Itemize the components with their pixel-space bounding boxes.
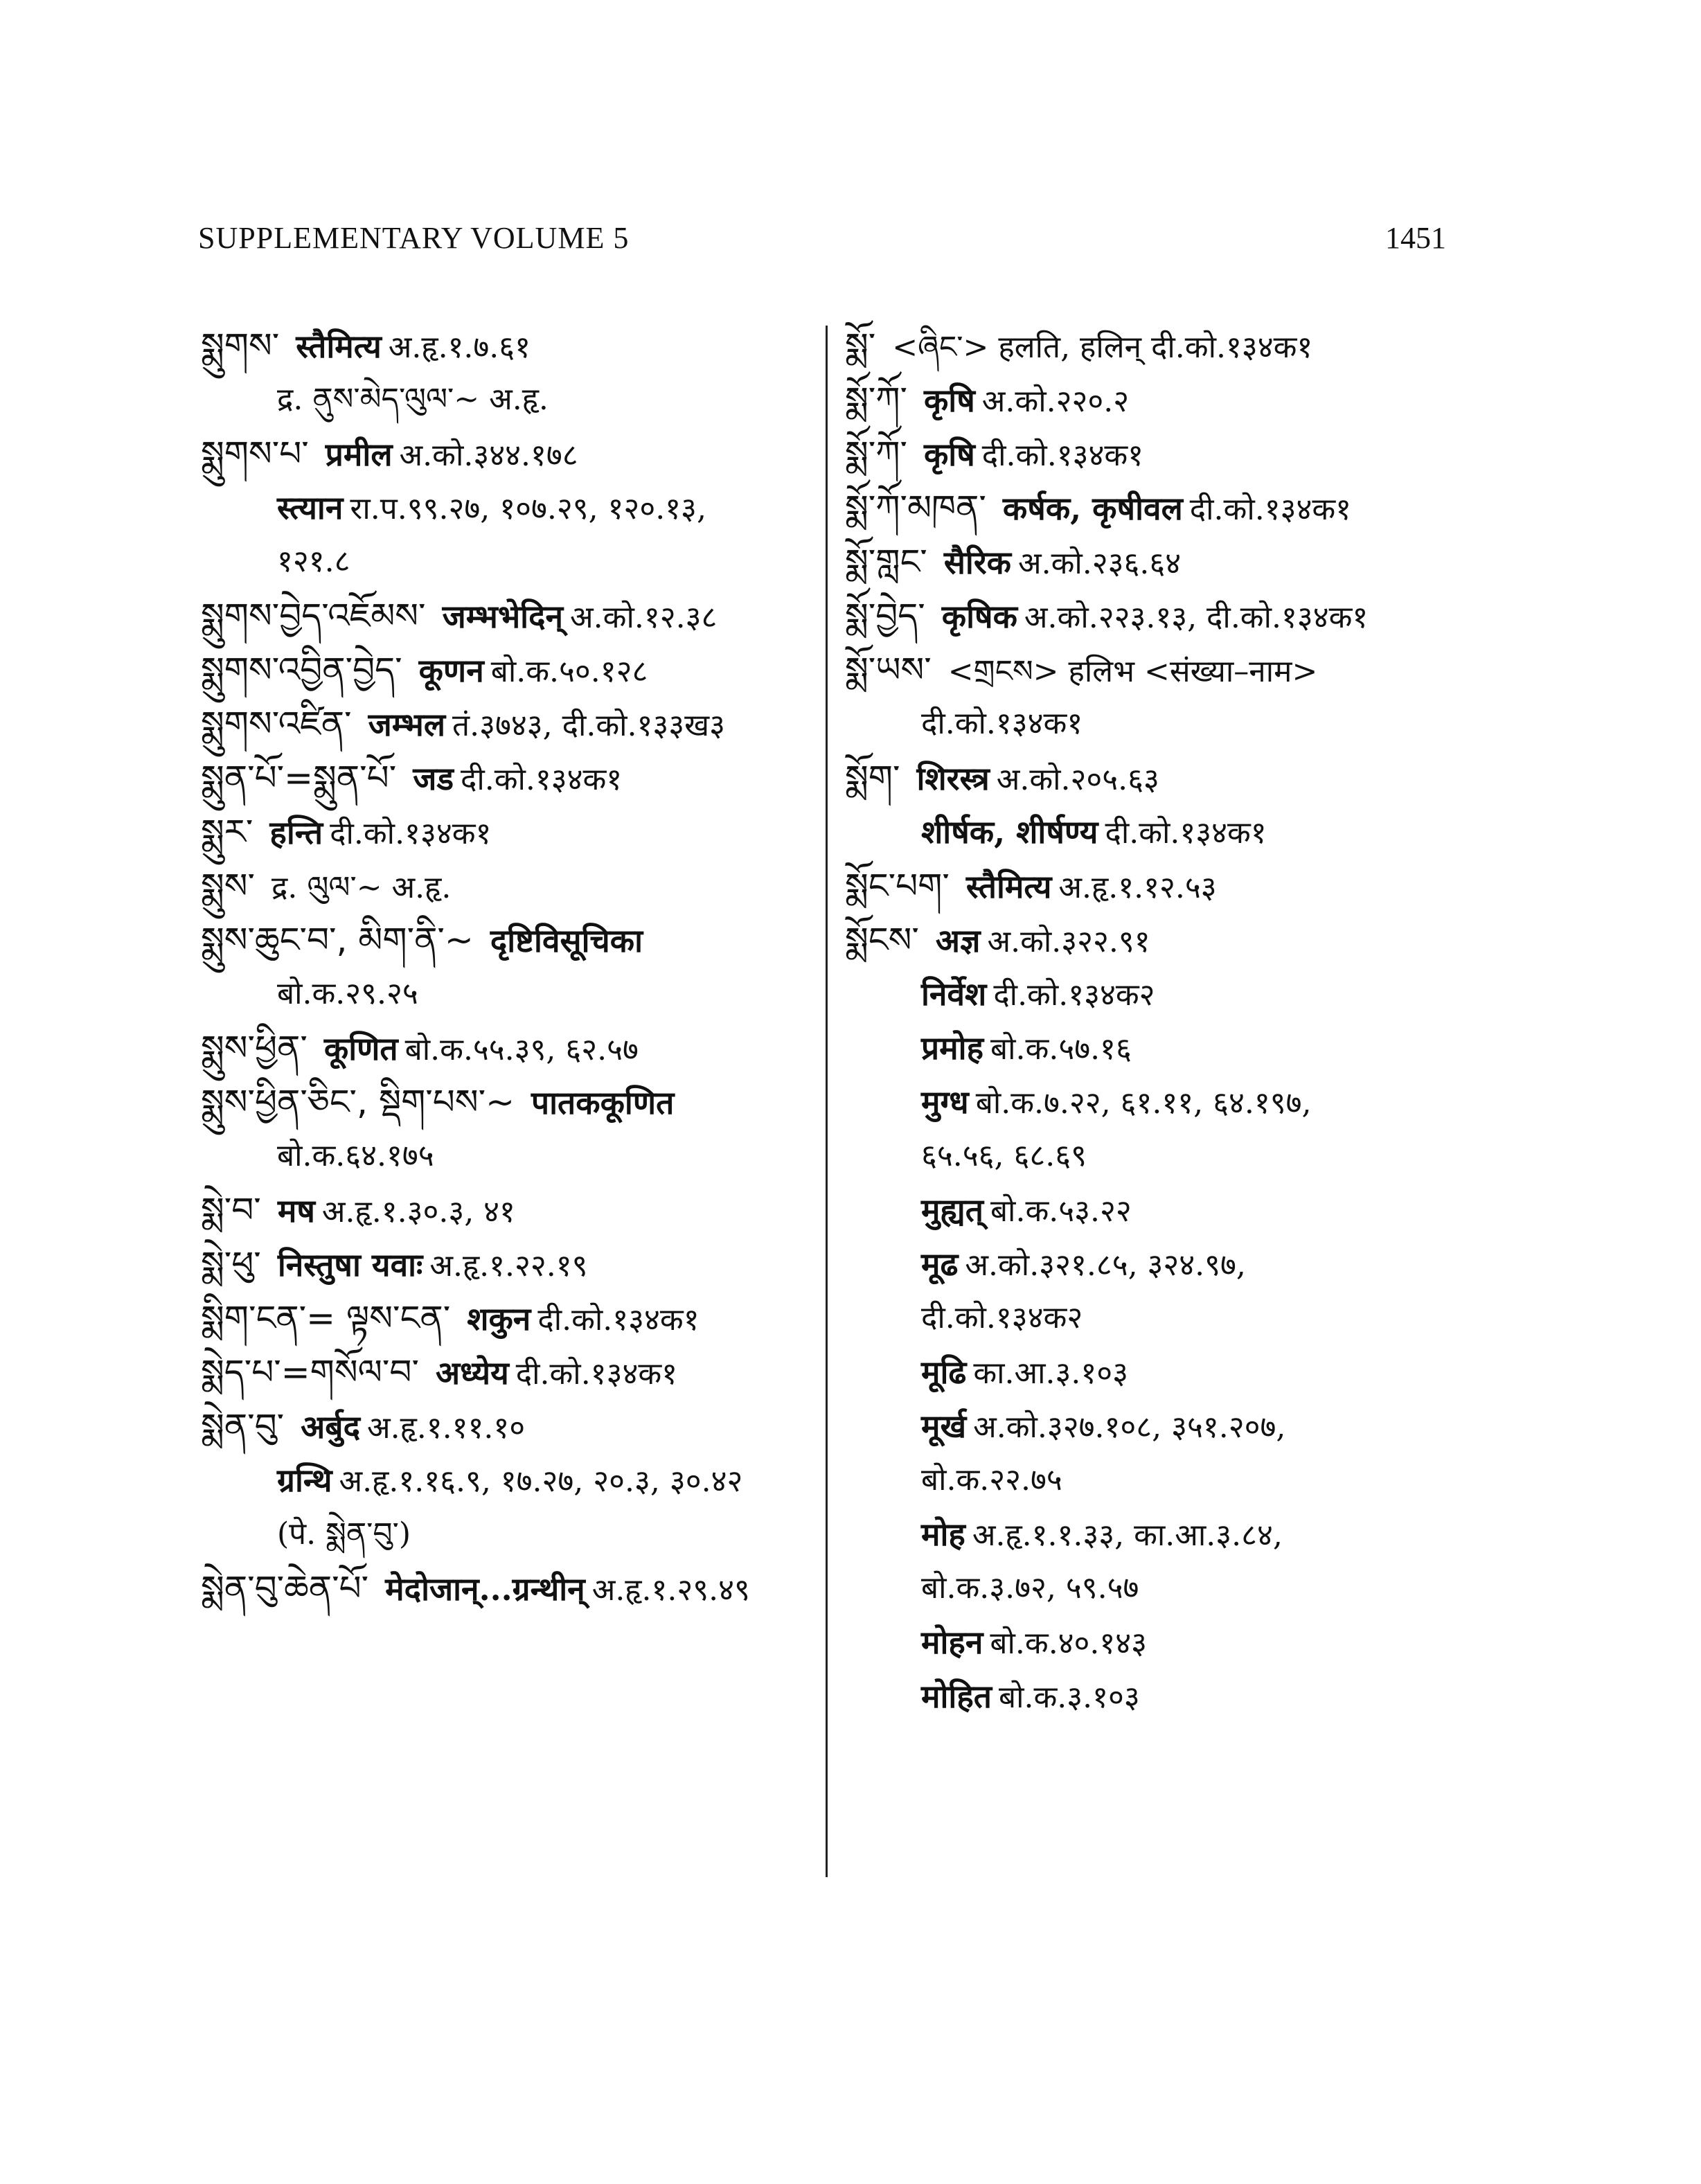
source-reference: दी.को.१३४क२ <box>993 977 1155 1013</box>
entry-line <box>845 1237 1538 1291</box>
sanskrit-equivalent: स्तैमित्य <box>965 868 1052 905</box>
tibetan-headword: སྨོངས་ <box>845 920 919 960</box>
source-reference: अ.हृ.१.२२.१९ <box>429 1248 588 1284</box>
sanskrit-equivalent: अर्बुद <box>301 1408 360 1446</box>
entry-line <box>845 481 1538 535</box>
sanskrit-equivalent: स्त्यान <box>277 489 344 526</box>
sanskrit-equivalent: मेदोजान्...ग्रन्थीन् <box>385 1570 585 1608</box>
entry-line <box>201 967 824 1021</box>
tibetan-headword: སྨེན་བུ་ <box>201 1406 285 1446</box>
entry-line <box>845 967 1538 1021</box>
entry-line <box>201 589 824 643</box>
entry-line <box>201 859 824 913</box>
entry-line <box>845 319 1538 373</box>
entry-line <box>201 1291 824 1345</box>
source-reference: द्र. ནུས་མེད་ལུལ་~ अ.हृ. <box>277 382 549 417</box>
source-reference: ६५.५६, ६८.६९ <box>921 1138 1087 1173</box>
left-column <box>201 319 824 1615</box>
tibetan-headword: སྨེད་པ་=གསོལ་བ་ <box>201 1352 419 1392</box>
source-reference: अ.हृ.१.३०.३, ४१ <box>321 1194 515 1229</box>
source-reference: अ.को.२०५.६३ <box>996 762 1159 797</box>
entry-line <box>845 751 1538 805</box>
entry-line <box>201 1561 824 1615</box>
entry-line <box>845 373 1538 427</box>
tibetan-headword: སྨོ་བྱེད་ <box>845 596 925 636</box>
entry-line <box>201 373 824 427</box>
entry-line <box>201 1075 824 1129</box>
sanskrit-equivalent: मुग्ध <box>921 1083 969 1121</box>
entry-line <box>201 427 824 481</box>
source-reference: <གྲངས> हलिभ <संख्या–नाम> <box>947 654 1318 689</box>
sanskrit-equivalent: मोहित <box>921 1678 992 1715</box>
tibetan-headword: སྨུགས་པ་ <box>201 434 309 474</box>
source-reference: अ.को.३२२.९१ <box>987 924 1150 959</box>
entry-line <box>201 751 824 805</box>
source-reference: अ.को.२२०.२ <box>981 384 1130 419</box>
source-reference: बो.क.४०.१४३ <box>990 1626 1148 1661</box>
entry-line <box>201 1129 824 1183</box>
sanskrit-equivalent: पातककूणित <box>531 1084 675 1121</box>
tibetan-headword: སྨོང་པག་ <box>845 866 950 906</box>
sanskrit-equivalent: दृष्टिविसूचिका <box>490 922 643 959</box>
source-reference: अ.हृ.१.१.३३, का.आ.३.८४, <box>972 1518 1283 1553</box>
entry-line <box>845 1291 1538 1345</box>
entry-line <box>845 1129 1538 1183</box>
tibetan-headword: སྨོ་ཀོ་ <box>845 434 907 474</box>
entry-line <box>201 1345 824 1399</box>
tibetan-headword: སྨུས་ཆུང་བ་, མིག་ནི་~ <box>201 920 474 960</box>
source-reference: अ.को.१२.३८ <box>570 600 718 635</box>
source-reference: द्र. ལུལ་~ अ.हृ. <box>271 870 452 905</box>
entry-line <box>845 805 1538 859</box>
sanskrit-equivalent: कूणित <box>323 1030 398 1067</box>
source-reference: दी.को.१३४क१ <box>537 1302 700 1338</box>
tibetan-headword: སྨོ་གླང་ <box>845 542 927 582</box>
tibetan-headword: སྨེ་ཕུ་ <box>201 1244 261 1284</box>
tibetan-headword: སྨོ་ཡས་ <box>845 650 932 690</box>
source-reference: अ.को.२३६.६४ <box>1017 546 1182 581</box>
entry-line <box>845 913 1538 967</box>
tibetan-headword: སྨུགས་འཛིན་ <box>201 704 352 744</box>
entry-line <box>845 427 1538 481</box>
sanskrit-equivalent: हन्ति <box>269 814 323 851</box>
entry-line <box>845 1345 1538 1399</box>
source-reference: तं.३७४३, दी.को.१३३ख३ <box>452 708 726 743</box>
sanskrit-equivalent: मूढि <box>921 1353 967 1391</box>
entry-line <box>201 913 824 967</box>
entry-line <box>845 1615 1538 1669</box>
source-reference: अ.को.३४४.१७८ <box>399 438 578 473</box>
sanskrit-equivalent: जड <box>413 760 454 797</box>
entry-line <box>201 697 824 751</box>
entry-line <box>845 1399 1538 1453</box>
entry-line <box>201 535 824 589</box>
source-reference: बो.क.७.२२, ६१.११, ६४.१९७, <box>975 1085 1312 1121</box>
column-divider <box>826 326 828 1877</box>
entry-line <box>201 643 824 697</box>
sanskrit-equivalent: मष <box>277 1192 315 1229</box>
source-reference: दी.को.१३४क२ <box>921 1300 1083 1335</box>
sanskrit-equivalent: मुह्यत् <box>921 1191 983 1229</box>
entry-line <box>845 643 1538 697</box>
sanskrit-equivalent: मूढ <box>921 1245 959 1283</box>
tibetan-headword: སྨོ་ <box>845 326 876 366</box>
entry-line <box>201 1183 824 1237</box>
tibetan-headword: སྨུས་ཕྱིན་ཅིང་, སྡིག་པས་~ <box>201 1082 515 1122</box>
tibetan-headword: སྨེ་བ་ <box>201 1190 261 1230</box>
source-reference: अ.को.२२३.१३, दी.को.१३४क१ <box>1024 600 1369 635</box>
entry-line <box>845 697 1538 751</box>
entry-line <box>201 1507 824 1561</box>
entry-line <box>845 1075 1538 1129</box>
sanskrit-equivalent: मूर्ख <box>921 1408 967 1445</box>
source-reference: <ཞིང་> हलति, हलिन् दी.को.१३४क१ <box>892 330 1313 365</box>
sanskrit-equivalent: अज्ञ <box>935 922 981 959</box>
sanskrit-equivalent: मोहन <box>921 1624 983 1661</box>
source-reference: अ.हृ.१.१६.९, १७.२७, २०.३, ३०.४२ <box>339 1464 743 1499</box>
source-reference: अ.को.३२१.८५, ३२४.९७, <box>965 1248 1246 1283</box>
sanskrit-equivalent: शिरस्त्र <box>916 760 990 797</box>
sanskrit-equivalent: कृषि <box>923 382 975 419</box>
tibetan-headword: སྨེན་བུ་ཆེན་པོ་ <box>201 1568 369 1608</box>
tibetan-headword: སྨིག་ངན་= ལྟས་ངན་ <box>201 1298 451 1338</box>
source-reference: दी.को.१३४क१ <box>515 1356 677 1392</box>
tibetan-headword: སྨུགས་ <box>201 326 280 366</box>
sanskrit-equivalent: कृषि <box>923 436 975 473</box>
tibetan-headword: སྨོ་ཀོ་ <box>845 380 907 420</box>
entry-line <box>201 805 824 859</box>
entry-line <box>201 319 824 373</box>
sanskrit-equivalent: सैरिक <box>943 544 1011 581</box>
source-reference: दी.को.१३४क१ <box>1189 492 1352 527</box>
entry-line <box>845 1021 1538 1075</box>
source-reference: बो.क.२९.२५ <box>277 976 418 1011</box>
sanskrit-equivalent: शीर्षक, शीर्षण्य <box>921 813 1098 851</box>
entry-line <box>845 535 1538 589</box>
source-reference: दी.को.१३४क१ <box>330 816 492 851</box>
tibetan-headword: སྨོ་ཀོ་མཁན་ <box>845 488 986 528</box>
sanskrit-equivalent: निस्तुषा यवाः <box>277 1246 423 1284</box>
entry-line <box>201 1453 824 1507</box>
sanskrit-equivalent: स्तैमित्य <box>296 328 382 365</box>
sanskrit-equivalent: जम्भभेदिन् <box>442 598 564 635</box>
source-reference: बो.क.५५.३९, ६२.५७ <box>404 1032 639 1067</box>
running-head: SUPPLEMENTARY VOLUME 5 <box>198 221 630 255</box>
source-reference: का.आ.३.१०३ <box>973 1356 1128 1391</box>
sanskrit-equivalent: शकुन <box>467 1300 531 1338</box>
source-reference: अ.हृ.१.११.१० <box>367 1410 526 1446</box>
source-reference: रा.प.९९.२७, १०७.२९, १२०.१३, <box>350 491 706 526</box>
sanskrit-equivalent: कूणन <box>418 652 484 689</box>
source-reference: बो.क.५३.२२ <box>990 1193 1132 1229</box>
entry-line <box>845 589 1538 643</box>
source-reference: (पे. སྨེན་བུ་) <box>277 1516 411 1552</box>
sanskrit-equivalent: अध्येय <box>435 1354 509 1392</box>
source-reference: बो.क.५०.१२८ <box>490 654 648 689</box>
entry-line <box>201 1399 824 1453</box>
sanskrit-equivalent: कृषिक <box>941 598 1017 635</box>
source-reference: दी.को.१३४क१ <box>921 706 1083 741</box>
tibetan-headword: སྨུན་པོ་=སྨུན་པོ་ <box>201 758 397 798</box>
sanskrit-equivalent: कर्षक, कृषीवल <box>1002 490 1183 527</box>
source-reference: बो.क.३.७२, ५९.५७ <box>921 1570 1139 1606</box>
source-reference: बो.क.३.१०३ <box>998 1680 1140 1715</box>
sanskrit-equivalent: निर्वेश <box>921 975 987 1013</box>
sanskrit-equivalent: जम्भल <box>368 706 446 743</box>
source-reference: बो.क.६४.१७५ <box>277 1138 434 1173</box>
sanskrit-equivalent: प्रमोह <box>921 1029 984 1067</box>
entry-line <box>201 481 824 535</box>
source-reference: बो.क.२२.७५ <box>921 1462 1062 1498</box>
entry-line <box>845 1507 1538 1561</box>
tibetan-headword: སྨུགས་བྱེད་འཇོམས་ <box>201 596 426 636</box>
source-reference: अ.हृ.१.१२.५३ <box>1058 870 1217 905</box>
entry-line <box>201 1237 824 1291</box>
entry-line <box>845 1669 1538 1723</box>
source-reference: १२१.८ <box>277 544 350 579</box>
source-reference: अ.को.३२७.१०८, ३५१.२०७, <box>973 1410 1286 1445</box>
source-reference: दी.को.१३४क१ <box>981 438 1144 473</box>
tibetan-headword: སྨུགས་འབྱིན་བྱེད་ <box>201 650 402 690</box>
sanskrit-equivalent: ग्रन्थि <box>277 1462 332 1499</box>
tibetan-headword: སྨུས་ཕྱིན་ <box>201 1028 308 1068</box>
right-column <box>845 319 1538 1723</box>
entry-line <box>845 859 1538 913</box>
source-reference: दी.को.१३४क१ <box>1105 815 1267 851</box>
source-reference: बो.क.५७.१६ <box>990 1031 1132 1067</box>
source-reference: अ.हृ.१.७.६१ <box>388 330 531 365</box>
tibetan-headword: སྨོག་ <box>845 758 900 798</box>
entry-line <box>845 1453 1538 1507</box>
tibetan-headword: སྨུར་ <box>201 812 253 852</box>
tibetan-headword: སྨུས་ <box>201 866 255 906</box>
entry-line <box>845 1183 1538 1237</box>
sanskrit-equivalent: मोह <box>921 1516 965 1553</box>
page-number: 1451 <box>1385 221 1446 255</box>
source-reference: दी.को.१३४क१ <box>460 762 623 797</box>
entry-line <box>201 1021 824 1075</box>
entry-line <box>845 1561 1538 1615</box>
sanskrit-equivalent: प्रमील <box>325 436 393 473</box>
source-reference: अ.हृ.१.२९.४९ <box>591 1572 750 1608</box>
